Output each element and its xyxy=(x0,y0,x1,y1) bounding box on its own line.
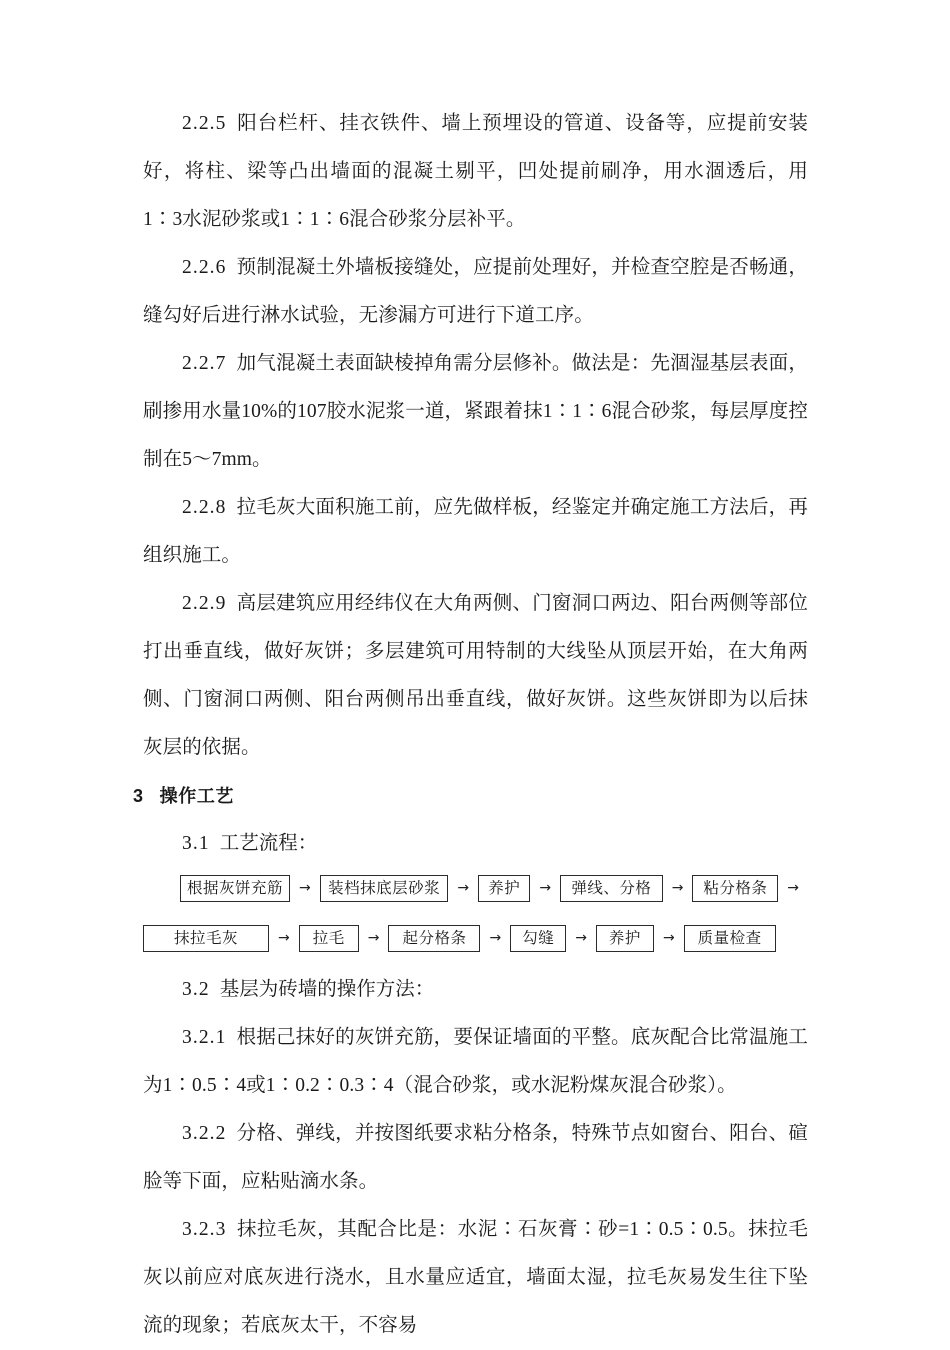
flow-box-9: 勾缝 xyxy=(510,925,566,952)
process-flowchart xyxy=(143,868,808,958)
paragraph-number: 3.2.2 xyxy=(182,1123,227,1144)
flow-box-1: 根据灰饼充筋 xyxy=(180,875,290,902)
flow-box-5: 粘分格条 xyxy=(692,875,778,902)
flow-box-8: 起分格条 xyxy=(388,925,480,952)
flow-box-10: 养护 xyxy=(596,925,654,952)
paragraph-text: 高层建筑应用经纬仪在大角两侧、门窗洞口两边、阳台两侧等部位打出垂直线，做好灰饼；多层建筑可用特制的大线坠从顶层开始，在大角两侧、门窗洞口两侧、阳台两侧吊出垂直线，做好灰饼。这些灰饼即为以后抹灰层的依据。 xyxy=(143,593,808,758)
paragraph-number: 2.2.6 xyxy=(182,257,227,278)
arrow-icon: → xyxy=(278,929,290,946)
flow-box-2: 装档抹底层砂浆 xyxy=(320,875,449,902)
arrow-icon: → xyxy=(457,879,470,896)
arrow-icon: → xyxy=(662,929,675,946)
flow-box-4: 弹线、分格 xyxy=(560,875,663,902)
paragraph-text: 根据己抹好的灰饼充筋，要保证墙面的平整。底灰配合比常温施工为1∶0.5∶4或1∶0.2∶0.3∶4（混合砂浆，或水泥粉煤灰混合砂浆）。 xyxy=(143,1027,808,1096)
paragraph-text: 拉毛灰大面积施工前，应先做样板，经鉴定并确定施工方法后，再组织施工。 xyxy=(143,497,808,566)
paragraph-2-2-9 xyxy=(143,580,808,772)
arrow-icon: → xyxy=(671,879,684,896)
flow-box-3: 养护 xyxy=(478,875,530,902)
section-heading-title: 操作工艺 xyxy=(159,786,235,806)
paragraph-2-2-5 xyxy=(143,100,808,244)
paragraph-3-2-3 xyxy=(143,1206,808,1350)
arrow-icon: → xyxy=(489,929,502,946)
subsection-heading-3-2 xyxy=(143,966,808,1014)
paragraph-2-2-7 xyxy=(143,340,808,484)
paragraph-number: 3.2.1 xyxy=(182,1027,227,1048)
paragraph-number: 3.2.3 xyxy=(182,1219,227,1240)
arrow-icon: → xyxy=(539,879,552,896)
subsection-heading-3-1 xyxy=(143,820,808,868)
paragraph-text: 阳台栏杆、挂衣铁件、墙上预埋设的管道、设备等，应提前安装好，将柱、梁等凸出墙面的混凝土剔平，凹处提前刷净，用水涸透后，用1∶3水泥砂浆或1∶1∶6混合砂浆分层补平。 xyxy=(143,113,808,230)
flowchart-row-2 xyxy=(143,918,808,958)
paragraph-3-2-1 xyxy=(143,1014,808,1110)
paragraph-number: 2.2.9 xyxy=(182,593,227,614)
arrow-icon: → xyxy=(367,929,380,946)
paragraph-2-2-6 xyxy=(143,244,808,340)
paragraph-text: 抹拉毛灰，其配合比是：水泥∶石灰膏∶砂=1∶0.5∶0.5。抹拉毛灰以前应对底灰进行浇水，且水量应适宜，墙面太湿，拉毛灰易发生往下坠流的现象；若底灰太干，不容易 xyxy=(143,1219,808,1336)
paragraph-2-2-8 xyxy=(143,484,808,580)
section-heading-3 xyxy=(133,772,808,820)
arrow-icon: → xyxy=(299,879,311,896)
subsection-number: 3.1 xyxy=(182,833,210,854)
section-heading-number: 3 xyxy=(133,786,144,806)
paragraph-number: 2.2.5 xyxy=(182,113,227,134)
document-page xyxy=(133,0,808,1344)
paragraph-text: 加气混凝土表面缺棱掉角需分层修补。做法是：先涸湿基层表面，刷掺用水量10%的107胶水泥浆一道，紧跟着抹1∶1∶6混合砂浆，每层厚度控制在5～7mm。 xyxy=(143,353,808,470)
subsection-title: 工艺流程： xyxy=(219,833,318,854)
subsection-number: 3.2 xyxy=(182,979,210,1000)
arrow-icon: → xyxy=(787,879,799,896)
flow-box-11: 质量检查 xyxy=(684,925,776,952)
arrow-icon: → xyxy=(575,929,587,946)
paragraph-number: 2.2.8 xyxy=(182,497,227,518)
flow-box-6: 抹拉毛灰 xyxy=(143,925,269,952)
flowchart-row-1 xyxy=(143,868,808,908)
subsection-title: 基层为砖墙的操作方法： xyxy=(219,979,435,1000)
paragraph-number: 2.2.7 xyxy=(182,353,227,374)
flow-box-7: 拉毛 xyxy=(299,925,359,952)
paragraph-text: 预制混凝土外墙板接缝处，应提前处理好，并检查空腔是否畅通，缝勾好后进行淋水试验，无渗漏方可进行下道工序。 xyxy=(143,257,808,326)
paragraph-text: 分格、弹线，并按图纸要求粘分格条，特殊节点如窗台、阳台、碹脸等下面，应粘贴滴水条。 xyxy=(143,1123,808,1192)
paragraph-3-2-2 xyxy=(143,1110,808,1206)
